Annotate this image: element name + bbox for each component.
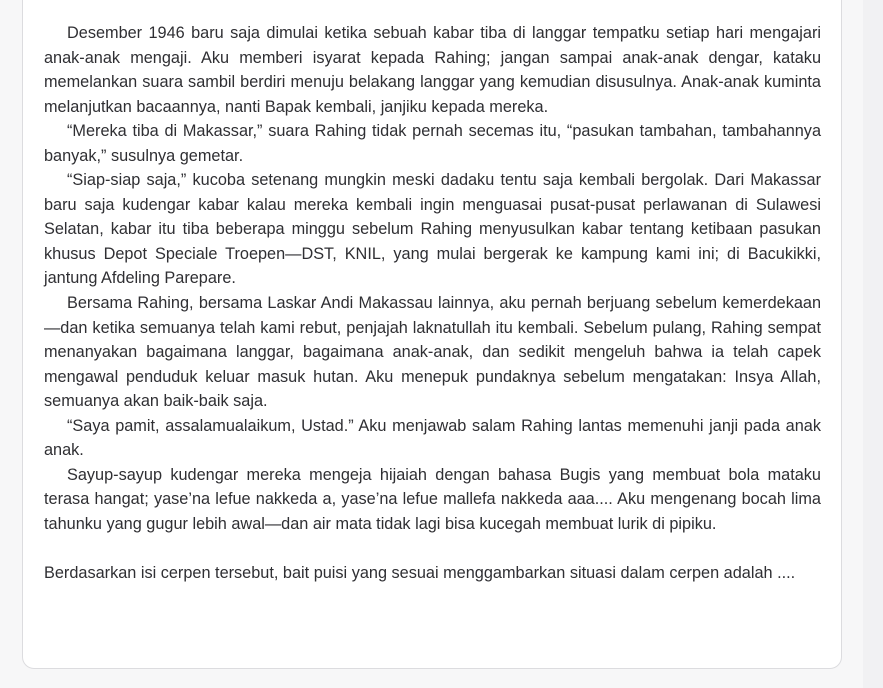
story-paragraph: Bersama Rahing, bersama Laskar Andi Makassau lainnya, aku pernah berjuang sebelum kemerdekaan—dan ketika semuanya telah kami rebut, penjajah laknatullah itu kembali. Sebelum pulang, Rahing sempat menanyakan bagaimana langgar, bagaimana anak-anak, dan sedikit mengeluh bahwa ia telah capek mengawal penduduk keluar masuk hutan. Aku menepuk pundaknya sebelum mengatakan: Insya Allah, semuanya akan baik-baik saja.: [44, 294, 821, 411]
question-text: Berdasarkan isi cerpen tersebut, bait puisi yang sesuai menggambarkan situasi dalam cerpen adalah ....: [44, 564, 796, 583]
scrollbar-track[interactable]: [863, 0, 883, 688]
story-paragraph: “Saya pamit, assalamualaikum, Ustad.” Aku menjawab salam Rahing lantas memenuhi janji pada anak anak.: [44, 416, 821, 460]
story-paragraph: Desember 1946 baru saja dimulai ketika sebuah kabar tiba di langgar tempatku setiap hari mengajari anak-anak mengaji. Aku memberi isyarat kepada Rahing; jangan sampai anak-anak dengar, kataku memelankan suara sambil berdiri menuju belakang langgar yang kemudian disusulnya. Anak-anak kuminta melanjutkan bacaannya, nanti Bapak kembali, janjiku kepada mereka.: [44, 24, 821, 116]
question-content: [44, 21, 821, 586]
story-paragraph: “Siap-siap saja,” kucoba setenang mungkin meski dadaku tentu saja kembali bergolak. Dari Makassar baru saja kudengar kabar kalau mereka kembali ingin menguasai pusat-pusat perlawanan di Sulawesi Selatan, kabar itu tiba beberapa minggu sebelum Rahing menyusulkan kabar tentang ketibaan pasukan khusus Depot Speciale Troepen—DST, KNIL, yang mulai bergerak ke kampung kami ini; di Bacukikki, jantung Afdeling Parepare.: [44, 171, 821, 288]
question-card: [22, 0, 842, 669]
story-paragraph: Sayup-sayup kudengar mereka mengeja hijaiah dengan bahasa Bugis yang membuat bola mataku terasa hangat; yase’na lefue nakkeda a, yase’na lefue mallefa nakkeda aaa.... Aku mengenang bocah lima tahunku yang gugur lebih awal—dan air mata tidak lagi bisa kucegah membuat lurik di pipiku.: [44, 465, 821, 533]
story-paragraph: “Mereka tiba di Makassar,” suara Rahing tidak pernah secemas itu, “pasukan tambahan, tambahannya banyak,” susulnya gemetar.: [44, 122, 821, 165]
